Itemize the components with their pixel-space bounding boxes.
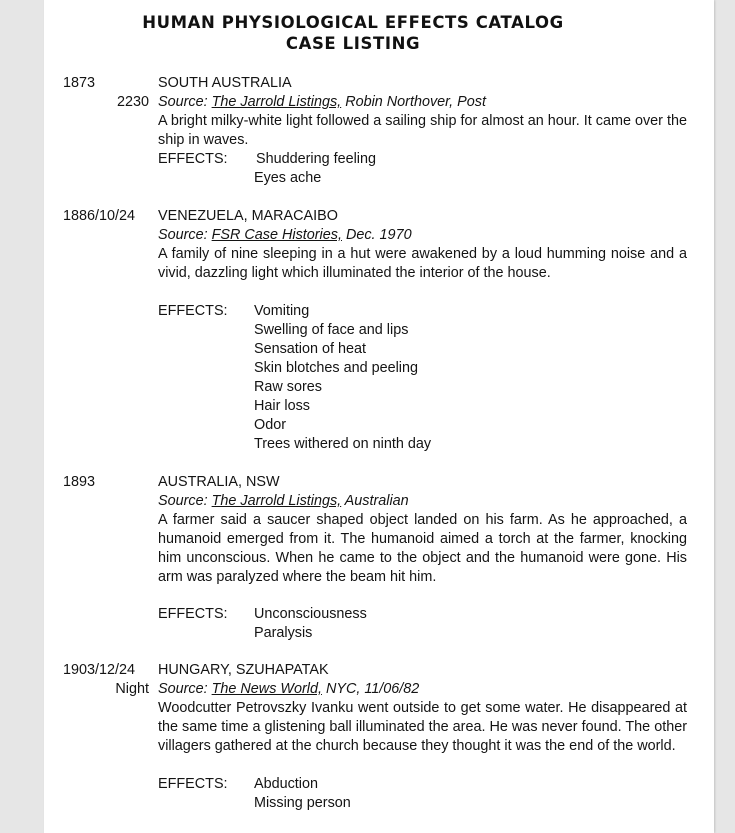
effect-item: Paralysis xyxy=(254,625,313,641)
case-description: A family of nine sleeping in a hut were awakened by a loud humming noise and a vivid, dazzling light which illuminated the interior of the house. xyxy=(158,246,687,281)
effect-item: Unconsciousness xyxy=(254,606,367,622)
case-description: A bright milky-white light followed a sailing ship for almost an hour. It came over the ship in waves. xyxy=(158,113,687,148)
source-publication: The Jarrold Listings, xyxy=(211,493,342,509)
source-detail: NYC, 11/06/82 xyxy=(325,681,420,697)
source-publication: The Jarrold Listings, xyxy=(211,94,342,110)
source-detail: Australian xyxy=(344,493,409,509)
effect-item: Vomiting xyxy=(254,303,310,319)
effect-item: Trees withered on ninth day xyxy=(254,436,432,452)
case-time: Night xyxy=(115,681,149,697)
effects-label: EFFECTS: xyxy=(158,776,228,792)
source-label: Source: xyxy=(158,227,208,243)
case-source xyxy=(158,492,409,511)
source-publication: FSR Case Histories, xyxy=(211,227,342,243)
effect-item: Swelling of face and lips xyxy=(254,322,409,338)
case-location: HUNGARY, SZUHAPATAK xyxy=(158,662,329,678)
case-date: 1886/10/24 xyxy=(63,208,136,224)
effect-item: Eyes ache xyxy=(254,170,322,186)
catalog-subtitle: CASE LISTING xyxy=(285,34,421,53)
effect-item: Raw sores xyxy=(254,379,322,395)
case-date: 1893 xyxy=(63,474,96,490)
case-time: 2230 xyxy=(116,94,149,110)
case-date: 1873 xyxy=(63,75,96,91)
effect-item: Hair loss xyxy=(254,398,310,414)
effect-item: Shuddering feeling xyxy=(256,151,377,167)
effect-item: Abduction xyxy=(254,776,319,792)
source-label: Source: xyxy=(158,681,208,697)
effects-label: EFFECTS: xyxy=(158,606,228,622)
source-detail: Dec. 1970 xyxy=(345,227,412,243)
effect-item: Missing person xyxy=(254,795,351,811)
case-source xyxy=(158,93,486,112)
effect-item: Odor xyxy=(254,417,286,433)
case-date: 1903/12/24 xyxy=(63,662,136,678)
effects-label: EFFECTS: xyxy=(158,303,228,319)
source-detail: Robin Northover, Post xyxy=(345,94,486,110)
catalog-title: HUMAN PHYSIOLOGICAL EFFECTS CATALOG xyxy=(142,13,564,32)
case-source xyxy=(158,680,419,699)
case-description: A farmer said a saucer shaped object landed on his farm. As he approached, a humanoid emerged from it. The humanoid aimed a torch at the farmer, knocking him unconscious. When he came to the object and the humanoid were gone. His arm was paralyzed where the beam hit him. xyxy=(158,512,687,585)
case-location: VENEZUELA, MARACAIBO xyxy=(158,208,338,224)
case-location: AUSTRALIA, NSW xyxy=(158,474,280,490)
source-label: Source: xyxy=(158,94,208,110)
case-source xyxy=(158,226,412,245)
source-publication: The News World, xyxy=(211,681,322,697)
effect-item: Sensation of heat xyxy=(254,341,367,357)
case-description: Woodcutter Petrovszky Ivanku went outside to get some water. He disappeared at the same time a glistening ball illuminated the area. He was never found. The other villagers gathered at the church because they thought it was the end of the world. xyxy=(158,700,687,754)
effect-item: Skin blotches and peeling xyxy=(254,360,419,376)
effects-label: EFFECTS: xyxy=(158,151,228,167)
case-location: SOUTH AUSTRALIA xyxy=(158,75,292,91)
source-label: Source: xyxy=(158,493,208,509)
